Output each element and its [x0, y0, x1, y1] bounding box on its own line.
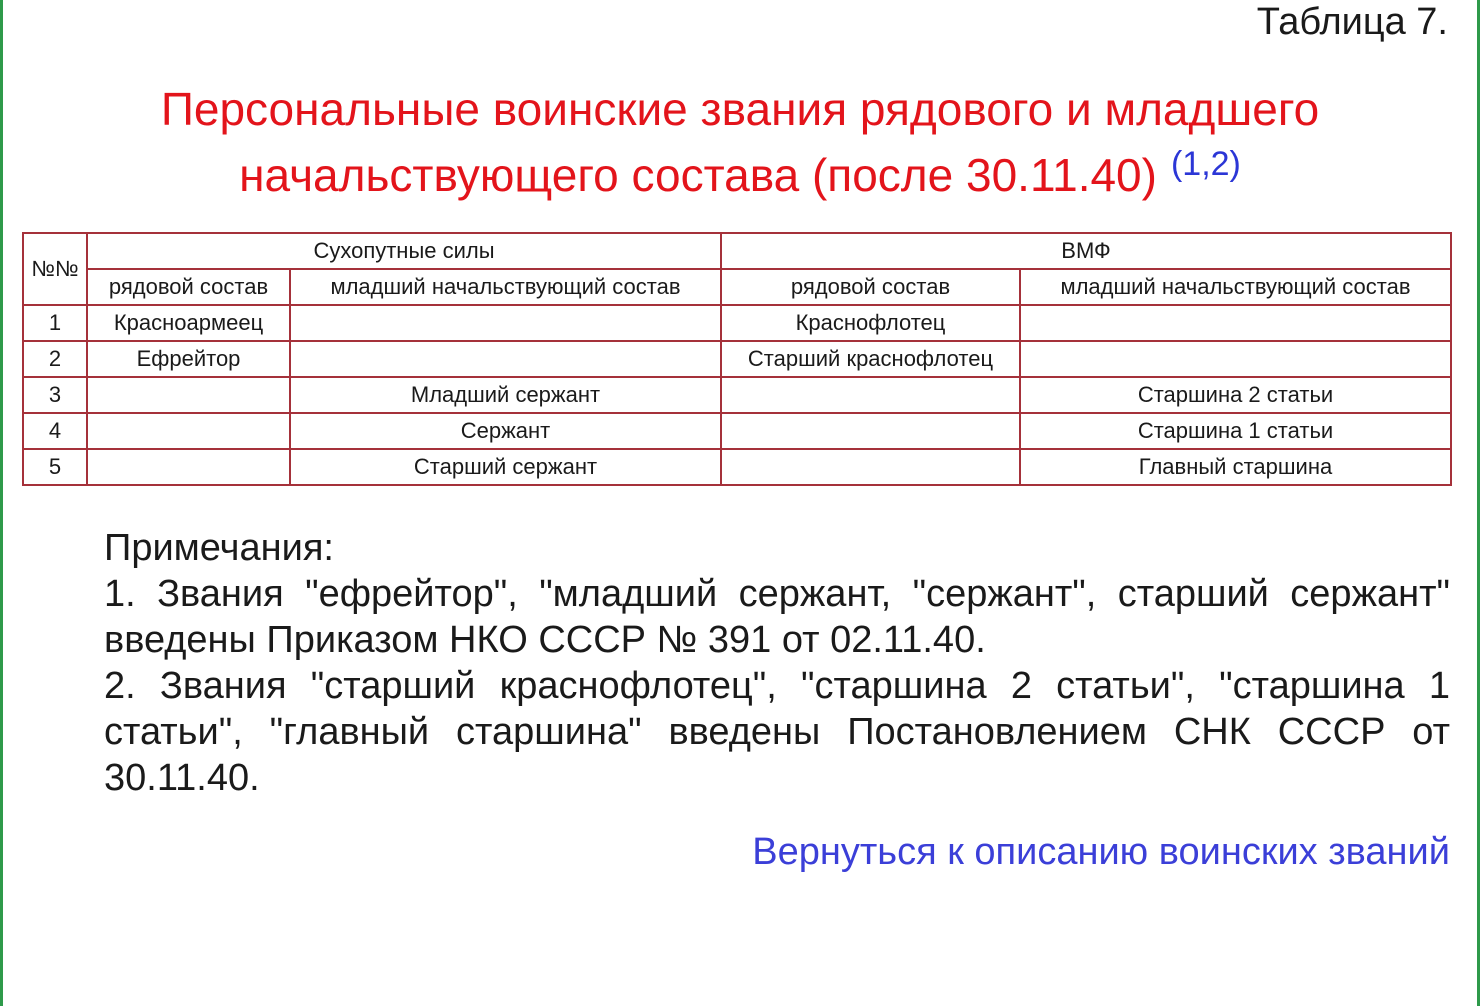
- table-caption: Таблица 7.: [1256, 1, 1448, 43]
- header-number: №№: [23, 233, 87, 305]
- navy-private-cell: Краснофлотец: [721, 305, 1020, 341]
- navy-junior-cell: Старшина 1 статьи: [1020, 413, 1451, 449]
- table-row: [23, 449, 1451, 485]
- land-private-cell: [87, 449, 290, 485]
- header-navy-junior: младший начальствующий состав: [1020, 269, 1451, 305]
- back-to-ranks-link[interactable]: Вернуться к описанию воинских званий: [752, 831, 1450, 873]
- navy-private-cell: [721, 449, 1020, 485]
- table-header-row: [23, 233, 1451, 269]
- navy-private-cell: Старший краснофлотец: [721, 341, 1020, 377]
- note-1: 1. Звания "ефрейтор", "младший сержант, "сержант", старший сержант" введены Приказом НКО СССР № 391 от 02.11.40.: [104, 573, 1450, 661]
- row-number: 3: [23, 377, 87, 413]
- navy-private-cell: [721, 377, 1020, 413]
- title-line-2-text: начальствующего состава (после 30.11.40): [239, 149, 1157, 201]
- land-junior-cell: Младший сержант: [290, 377, 721, 413]
- land-private-cell: Красноармеец: [87, 305, 290, 341]
- notes-section: [104, 525, 1450, 801]
- table-row: [23, 413, 1451, 449]
- title-line-1: Персональные воинские звания рядового и младшего: [160, 83, 1320, 135]
- navy-junior-cell: Главный старшина: [1020, 449, 1451, 485]
- row-number: 2: [23, 341, 87, 377]
- title-line-2: [60, 142, 1420, 208]
- footnote-reference[interactable]: (1,2): [1170, 144, 1241, 183]
- ranks-table: [22, 232, 1452, 486]
- land-private-cell: [87, 377, 290, 413]
- row-number: 1: [23, 305, 87, 341]
- header-land-private: рядовой состав: [87, 269, 290, 305]
- navy-private-cell: [721, 413, 1020, 449]
- left-frame-border: [0, 0, 3, 1006]
- row-number: 4: [23, 413, 87, 449]
- header-land-junior: младший начальствующий состав: [290, 269, 721, 305]
- row-number: 5: [23, 449, 87, 485]
- header-navy-private: рядовой состав: [721, 269, 1020, 305]
- land-junior-cell: [290, 305, 721, 341]
- land-private-cell: Ефрейтор: [87, 341, 290, 377]
- notes-heading: Примечания:: [104, 527, 334, 569]
- navy-junior-cell: [1020, 341, 1451, 377]
- navy-junior-cell: Старшина 2 статьи: [1020, 377, 1451, 413]
- header-navy: ВМФ: [721, 233, 1451, 269]
- note-2: 2. Звания "старший краснофлотец", "старшина 2 статьи", "старшина 1 статьи", "главный старшина" введены Постановлением СНК СССР от 30.11.40.: [104, 665, 1450, 799]
- navy-junior-cell: [1020, 305, 1451, 341]
- land-junior-cell: [290, 341, 721, 377]
- header-land-forces: Сухопутные силы: [87, 233, 721, 269]
- table-row: [23, 341, 1451, 377]
- table-row: [23, 305, 1451, 341]
- land-junior-cell: Сержант: [290, 413, 721, 449]
- table-subheader-row: [23, 269, 1451, 305]
- page-title: [60, 76, 1420, 208]
- land-junior-cell: Старший сержант: [290, 449, 721, 485]
- table-row: [23, 377, 1451, 413]
- land-private-cell: [87, 413, 290, 449]
